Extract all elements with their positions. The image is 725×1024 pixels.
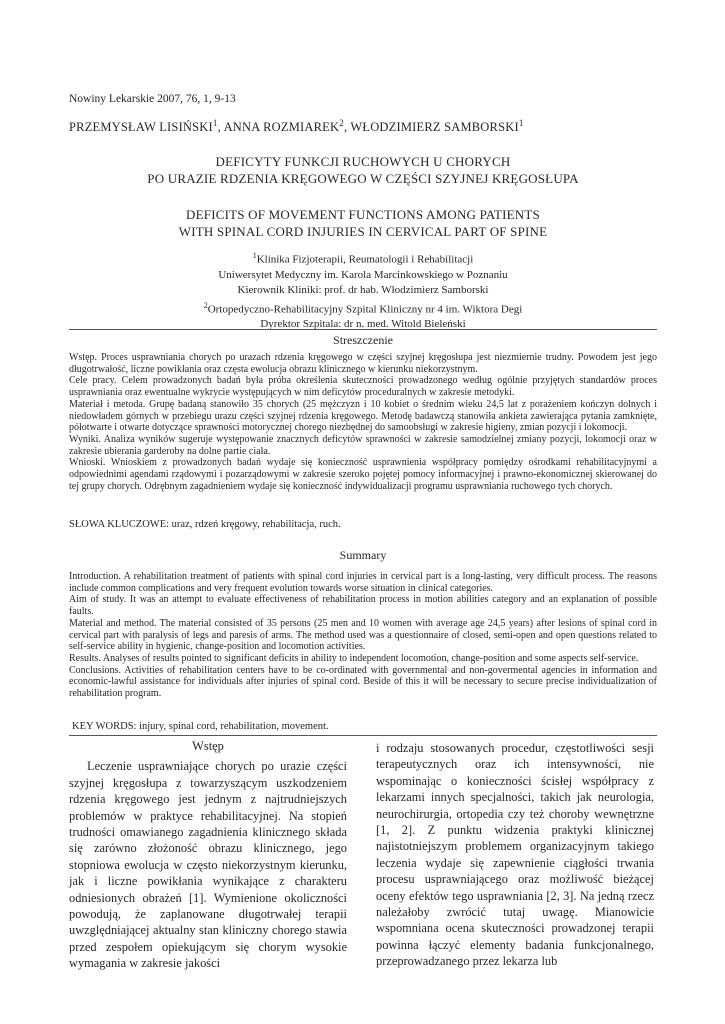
streszczenie-abstract [69,352,657,492]
body-paragraph: Leczenie usprawniające chorych po urazie części szyjnej kręgosłupa z towarzyszącym uszkodzeniem rdzenia kręgowego jest jednym z najtrudniejszych problemów w praktyce rehabilitacyjnej. Na stopień trudności omawianego zagadnienia klinicznego składa się zarówno złożoność obrazu klinicznego, jego stopniowa ewolucja w często niekorzystnym kierunku, jak i liczne powikłania wynikające z charakteru odniesionych obrażeń [1]. Wymienione okoliczności powodują, że zaplanowane długotrwałej terapii uwzględniającej aktualny stan kliniczny chorego stawia przed zespołem opiekującym się chorym wysokie wymagania w zakresie jakości [69,759,347,971]
abstract-paragraph: Conclusions. Activities of rehabilitation centers have to be co-ordinated with governmental and non-govermental agencies in information and economic-lawful assistance for individuals after injuries of spinal cord. Beside of this it will be necessary to secure precise individualization of rehabilitation program. [69,664,657,700]
affiliation-line: Dyrektor Szpitala: dr n. med. Witold Bieleński [260,318,466,331]
section-heading-wstep: Wstęp [192,739,224,753]
abstract-paragraph: Wyniki. Analiza wyników sugeruje występowanie znacznych deficytów sprawności w zakresie samodzielnej zmiany pozycji, lokomocji oraz w zakresie ubierania garderoby na dolne partie ciała. [69,433,657,457]
streszczenie-heading: Streszczenie [333,333,393,347]
affiliation-line [69,298,657,318]
abstract-paragraph: Aim of study. It was an attempt to evaluate effectiveness of rehabilitation process in motion abilities category and an explanation of possible faults. [69,594,657,618]
title-polish [69,153,657,187]
body-column-right [376,740,654,970]
abstract-paragraph: Introduction. A rehabilitation treatment of patients with spinal cord injuries in cervical part is a long-lasting, very difficult process. The reasons include common complications and very frequent evolution towards worse situation in clinical categories. [69,571,657,594]
title-english-line: WITH SPINAL CORD INJURIES IN CERVICAL PART OF SPINE [178,224,548,239]
affiliation-line: Kierownik Kliniki: prof. dr hab. Włodzimierz Samborski [237,283,489,296]
title-english [69,206,657,240]
summary-heading: Summary [339,548,387,562]
author-list [69,118,524,135]
abstract-paragraph: Wstęp. Proces usprawniania chorych po urazach rdzenia kręgowego w części szyjnej kręgosłupa jest niezmiernie trudny. Powodem jest jego długotrwałość, liczne powikłania oraz częsta ewolucja obrazu klinicznego w kierunku niekorzystnym. [69,352,657,375]
affiliation-mark: 2 [203,300,208,310]
author-separator: , [343,120,351,135]
affiliation-line [69,248,657,268]
abstract-paragraph: Wnioski. Wnioskiem z prowadzonych badań wydaje się konieczność usprawnienia współpracy pomiędzy ośrodkami rehabilitacyjnymi a odpowiednimi agendami rządowymi i pozarządowymi w zakresie szeroko pojętej pomocy informacyjnej i prawno-ekonomicznej skierowanej do tej grupy chorych. Odrębnym zagadnieniem wydaje się konieczność indywidualizacji programu usprawniania ruchowego tych chorych. [69,457,657,492]
title-english-line: DEFICITS OF MOVEMENT FUNCTIONS AMONG PATIENTS [186,207,540,222]
keywords-english: KEY WORDS: injury, spinal cord, rehabilitation, movement. [72,721,329,732]
author-affiliation-mark: 2 [339,118,344,128]
abstract-paragraph: Cele pracy. Celem prowadzonych badań była próba określenia skuteczności prowadzonego według ogólnie przyjętych standardów proces usprawniania oraz ewentualne wykrycie występujących w nim deficytów proceduralnych w zakresie metodyki. [69,375,657,399]
abstract-paragraph: Material and method. The material consisted of 35 persons (25 men and 10 women with average age 24,5 years) after lesions of spinal cord in cervical part with paralysis of legs and paresis of arms. The method used was a questionnaire of closed, semi-open and open questions related to self-service ability in hygienic, change-position and locomotion activities. [69,617,657,653]
author-name: PRZEMYSŁAW LISIŃSKI [69,120,213,135]
affiliations [69,248,657,332]
keywords-polish: SŁOWA KLUCZOWE: uraz, rdzeń kręgowy, rehabilitacja, ruch. [69,519,341,530]
title-polish-line: DEFICYTY FUNKCJI RUCHOWYCH U CHORYCH [215,154,511,169]
author-affiliation-mark: 1 [518,118,524,128]
title-polish-line: PO URAZIE RDZENIA KRĘGOWEGO W CZĘŚCI SZYJNEJ KRĘGOSŁUPA [147,171,579,186]
journal-reference: Nowiny Lekarskie 2007, 76, 1, 9-13 [69,93,236,105]
body-paragraph: i rodzaju stosowanych procedur, częstotliwości sesji terapeutycznych oraz ich intensywności, nie wspominając o konieczności ścisłej współpracy z lekarzami innych specjalności, takich jak neurologia, neurochirurgia, ortopedia czy też choroby wewnętrzne [1, 2]. Z punktu widzenia praktyki klinicznej najistotniejszym problemem organizacyjnym takiego leczenia wydaje się zapewnienie ciągłości trwania procesu usprawniającego oraz możliwość bieżącej oceny efektów tego usprawniania [2, 3]. Na jedną rzecz należałoby zwrócić tutaj uwagę. Mianowicie wspomniana ocena skuteczności prowadzonej terapii powinna łączyć elementy badania funkcjonalnego, przeprowadzanego przez lekarza lub [376,741,654,969]
abstract-paragraph: Results. Analyses of results pointed to significant deficits in ability to independent locomotion, change-position and some aspects self-service. [69,652,639,664]
author-separator: , [217,120,224,135]
affiliation-text: Ortopedyczno-Rehabilitacyjny Szpital Kliniczny nr 4 im. Wiktora Degi [207,303,523,316]
abstract-paragraph: Materiał i metoda. Grupę badaną stanowiło 35 chorych (25 mężczyzn i 10 kobiet o średnim wieku 24,5 lat z porażeniem kończyn dolnych i niedowładem górnych w przebiegu urazu części szyjnej rdzenia kręgowego. Metodę badawczą stanowiła ankieta zawierająca pytania zamknięte, półotwarte i otwarte dotyczące sprawności motorycznej chorego niezbędnej do samoobsługi w zakresie higieny, zmian pozycji i lokomocji. [69,398,657,434]
summary-abstract [69,571,657,700]
author-name: WŁODZIMIERZ SAMBORSKI [350,120,519,135]
body-column-left [69,738,347,972]
affiliation-text: Klinika Fizjoterapii, Reumatologii i Rehabilitacji [256,253,474,266]
author-name: ANNA ROZMIAREK [223,120,340,135]
affiliation-mark: 1 [252,251,257,260]
divider [69,329,657,330]
affiliation-line: Uniwersytet Medyczny im. Karola Marcinkowskiego w Poznaniu [218,268,508,281]
author-affiliation-mark: 1 [212,118,218,128]
divider [69,735,657,736]
